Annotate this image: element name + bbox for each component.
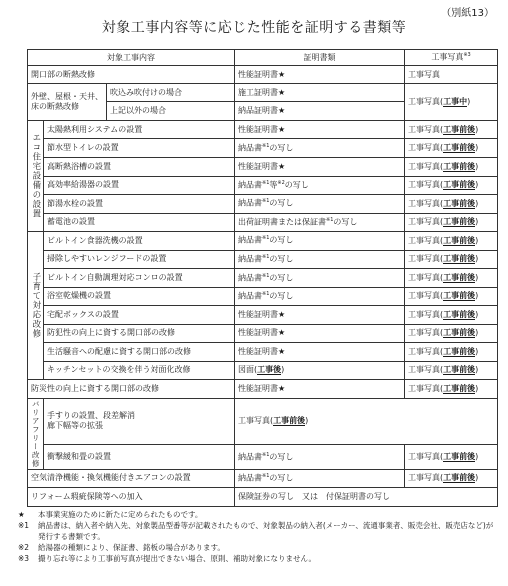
header-work: 対象工事内容	[28, 50, 235, 66]
table-row	[28, 139, 498, 158]
footnote-key: ※2	[18, 542, 30, 552]
doc-cell: 性能証明書★	[235, 380, 405, 399]
photo-label: 工事写真	[408, 161, 441, 171]
doc-text: 納品書	[238, 254, 263, 264]
photo-cell: 工事写真(工事前後)	[405, 213, 498, 232]
table-row	[28, 324, 498, 343]
photo-timing: 工事前後	[443, 235, 476, 245]
doc-text: 納品書	[238, 199, 263, 209]
photo-cell: 工事写真(工事前後)	[405, 361, 498, 380]
doc-text-tail: の写し	[269, 273, 294, 283]
footnote-text: 撮り忘れ等により工事前写真が提出できない場合、原則、補助対象になりません。	[38, 553, 316, 563]
work-cell: 高断熱浴槽の設置	[44, 158, 235, 177]
table-row	[28, 488, 498, 507]
photo-label: 工事写真	[408, 217, 441, 227]
photo-label: 工事写真	[408, 451, 441, 461]
photo-timing: 工事前後	[443, 328, 476, 338]
doc-mark-2: ※2	[277, 179, 285, 186]
photo-cell: 工事写真(工事前後)	[405, 269, 498, 288]
certification-table	[27, 49, 498, 507]
work-cell: 防災性の向上に資する開口部の改修	[28, 380, 235, 399]
work-cell: リフォーム瑕疵保険等への加入	[28, 488, 235, 507]
footnote	[18, 521, 498, 543]
photo-cell: 工事写真(工事前後)	[405, 250, 498, 269]
doc-text-tail: の写し	[269, 291, 294, 301]
table-row	[28, 66, 498, 83]
photo-label: 工事写真	[408, 235, 441, 245]
doc-cell	[235, 232, 405, 251]
footnote-text: 本事業実施のために新たに定められたものです。	[38, 510, 203, 519]
photo-cell: 工事写真(工事前後)	[405, 469, 498, 488]
doc-text-tail: の写し	[269, 473, 294, 483]
doc-cell: 性能証明書★	[235, 158, 405, 177]
footnote-text: 納品書は、納入者や納入先、対象製品型番等が記載されたもので、対象製品の納入者(メーカー、流通事業者、販売会社、販売店など)が発行する書類です。	[38, 520, 494, 541]
group-label-barrier: バリアフリー改修	[28, 398, 44, 469]
doc-text: 工事写真	[238, 416, 271, 426]
footnote-key: ※1	[18, 520, 30, 530]
doc-text-tail: の写し	[269, 452, 294, 462]
photo-label: 工事写真	[408, 96, 441, 106]
footnote	[18, 543, 498, 554]
photo-label: 工事写真	[408, 309, 441, 319]
photo-label: 工事写真	[408, 365, 441, 375]
doc-text: 納品書	[238, 473, 263, 483]
doc-text: 納品書	[238, 143, 263, 153]
photo-label: 工事写真	[408, 198, 441, 208]
footnote	[18, 510, 498, 521]
doc-cell: 性能証明書★	[235, 324, 405, 343]
table-row	[28, 83, 498, 102]
work-cell: 高効率給湯器の設置	[44, 176, 235, 195]
work-sub-cell: 上記以外の場合	[107, 102, 235, 121]
table-row	[28, 343, 498, 362]
doc-cell: 施工証明書★	[235, 83, 405, 102]
photo-timing: 工事前後	[443, 198, 476, 208]
footnote-key: ★	[18, 510, 25, 519]
work-cell: 浴室乾燥機の設置	[44, 287, 235, 306]
photo-cell: 工事写真(工事前後)	[405, 343, 498, 362]
doc-cell	[235, 139, 405, 158]
work-cell: 衝撃緩和畳の設置	[44, 445, 235, 470]
photo-label: 工事写真	[408, 346, 441, 356]
photo-timing: 工事前後	[443, 291, 476, 301]
table-row	[28, 287, 498, 306]
doc-text-tail: の写し	[284, 180, 309, 190]
work-text-line2: 廊下幅等の拡張	[47, 421, 103, 431]
doc-mark: ※1	[262, 254, 270, 260]
photo-label: 工事写真	[408, 124, 441, 134]
doc-text: 納品書	[238, 180, 263, 190]
doc-cell: 性能証明書★	[235, 306, 405, 325]
photo-cell: 工事写真(工事前後)	[405, 380, 498, 399]
footnote-text: 給湯器の種類により、保証書、銘板の場合があります。	[38, 542, 225, 552]
photo-label: 工事写真	[408, 180, 441, 190]
doc-mark: ※1	[262, 451, 270, 458]
work-cell: 節湯水栓の設置	[44, 195, 235, 214]
header-photo-mark: ※3	[463, 52, 471, 59]
table-row	[28, 306, 498, 325]
footnote-key: ※3	[18, 553, 30, 563]
doc-cell	[235, 445, 405, 470]
doc-cell: 性能証明書★	[235, 120, 405, 139]
photo-timing: 工事前後	[443, 143, 476, 153]
doc-text: 出荷証明書または保証書	[238, 217, 327, 227]
work-cell: 太陽熱利用システムの設置	[44, 120, 235, 139]
photo-cell: 工事写真(工事前後)	[405, 445, 498, 470]
work-cell	[44, 398, 235, 444]
table-row	[28, 250, 498, 269]
table-header-row	[28, 50, 498, 66]
doc-text: 図面	[238, 365, 255, 375]
doc-cell: 性能証明書★	[235, 343, 405, 362]
photo-timing: 工事前後	[443, 217, 476, 227]
photo-timing: 工事中	[443, 96, 468, 106]
doc-cell	[235, 176, 405, 195]
doc-cell	[235, 269, 405, 288]
photo-label: 工事写真	[408, 272, 441, 282]
doc-text-tail: の写し	[269, 199, 294, 209]
table-row	[28, 380, 498, 399]
work-cell: 節水型トイレの設置	[44, 139, 235, 158]
doc-text: 納品書	[238, 236, 263, 246]
header-photo-label: 工事写真	[431, 53, 464, 63]
photo-cell: 工事写真(工事前後)	[405, 232, 498, 251]
table-row	[28, 269, 498, 288]
work-cell: 生活騒音への配慮に資する開口部の改修	[44, 343, 235, 362]
doc-cell	[235, 287, 405, 306]
photo-label: 工事写真	[408, 291, 441, 301]
photo-timing: 工事前後	[443, 365, 476, 375]
work-cell: 防犯性の向上に資する開口部の改修	[44, 324, 235, 343]
photo-timing: 工事前後	[443, 473, 476, 483]
photo-label: 工事写真	[408, 254, 441, 264]
photo-cell: 工事写真(工事前後)	[405, 176, 498, 195]
photo-cell: 工事写真(工事中)	[405, 83, 498, 120]
photo-timing: 工事前後	[443, 161, 476, 171]
doc-text: 納品書	[238, 273, 263, 283]
table-row	[28, 398, 498, 444]
table-row	[28, 361, 498, 380]
photo-timing: 工事前後	[443, 254, 476, 264]
doc-photo-cell: 保険証券の写し 又は 付保証明書の写し	[235, 488, 498, 507]
doc-cell: 図面(工事後)	[235, 361, 405, 380]
doc-timing: 工事前後	[273, 416, 306, 426]
work-text-line1: 手すりの設置、段差解消	[47, 411, 135, 421]
work-cell: ビルトイン自動調理対応コンロの設置	[44, 269, 235, 288]
photo-cell: 工事写真(工事前後)	[405, 324, 498, 343]
doc-mark: ※1	[262, 198, 270, 205]
photo-timing: 工事前後	[443, 383, 476, 393]
work-cell: 蓄電池の設置	[44, 213, 235, 232]
doc-text-mid: 等	[269, 180, 278, 190]
photo-label: 工事写真	[408, 328, 441, 338]
doc-text-tail: の写し	[269, 254, 294, 264]
table-row	[28, 176, 498, 195]
doc-cell: 納品証明書★	[235, 102, 405, 121]
work-cell: ビルトイン食器洗機の設置	[44, 232, 235, 251]
table-row	[28, 469, 498, 488]
doc-text-tail: の写し	[269, 236, 294, 246]
group-label-child: 子育て対応改修	[28, 232, 44, 380]
footnote	[18, 554, 498, 565]
doc-cell	[235, 195, 405, 214]
photo-label: 工事写真	[408, 383, 441, 393]
photo-label: 工事写真	[408, 143, 441, 153]
work-cell: 宅配ボックスの設置	[44, 306, 235, 325]
photo-cell: 工事写真(工事前後)	[405, 306, 498, 325]
photo-timing: 工事前後	[443, 309, 476, 319]
work-cell: 空気清浄機能・換気機能付きエアコンの設置	[28, 469, 235, 488]
photo-timing: 工事前後	[443, 272, 476, 282]
doc-mark: ※1	[262, 272, 270, 279]
doc-cell	[235, 250, 405, 269]
photo-timing: 工事前後	[443, 451, 476, 461]
doc-mark: ※1	[262, 473, 270, 480]
work-cell: 開口部の断熱改修	[28, 66, 235, 83]
photo-cell: 工事写真(工事前後)	[405, 139, 498, 158]
table-row	[28, 158, 498, 177]
table-row	[28, 120, 498, 139]
header-doc: 証明書類	[235, 50, 405, 66]
header-photo	[405, 50, 498, 66]
photo-label: 工事写真	[408, 473, 441, 483]
photo-cell: 工事写真(工事前後)	[405, 120, 498, 139]
doc-cell: 性能証明書★	[235, 66, 405, 83]
doc-text-tail: の写し	[269, 143, 294, 153]
doc-timing: 工事後	[257, 365, 282, 375]
table-row	[28, 445, 498, 470]
doc-text-tail: の写し	[333, 217, 358, 227]
photo-cell: 工事写真(工事前後)	[405, 195, 498, 214]
photo-cell: 工事写真(工事前後)	[405, 158, 498, 177]
footnotes	[18, 510, 498, 564]
page-title: 対象工事内容等に応じた性能を証明する書類等	[101, 20, 407, 36]
doc-photo-cell: 工事写真(工事前後)	[235, 398, 498, 444]
group-label-eco: エコ住宅設備の設置	[28, 120, 44, 231]
doc-cell	[235, 213, 405, 232]
form-number: （別紙13）	[441, 8, 494, 19]
doc-mark: ※1	[262, 235, 270, 242]
photo-timing: 工事前後	[443, 346, 476, 356]
doc-cell	[235, 469, 405, 488]
table-row	[28, 195, 498, 214]
work-cell: 掃除しやすいレンジフードの設置	[44, 250, 235, 269]
photo-timing: 工事前後	[443, 124, 476, 134]
doc-mark: ※1	[326, 216, 334, 223]
doc-mark: ※1	[262, 142, 270, 149]
work-cell: キッチンセットの交換を伴う対面化改修	[44, 361, 235, 380]
doc-text: 納品書	[238, 452, 263, 462]
table-row	[28, 232, 498, 251]
doc-mark: ※1	[262, 291, 270, 298]
doc-mark: ※1	[262, 179, 270, 186]
photo-cell: 工事写真(工事前後)	[405, 287, 498, 306]
photo-cell: 工事写真	[405, 66, 498, 83]
work-sub-cell: 吹込み吹付けの場合	[107, 83, 235, 102]
doc-text: 納品書	[238, 291, 263, 301]
photo-timing: 工事前後	[443, 180, 476, 190]
table-row	[28, 213, 498, 232]
work-group-cell: 外壁、屋根・天井、床の断熱改修	[28, 83, 107, 120]
